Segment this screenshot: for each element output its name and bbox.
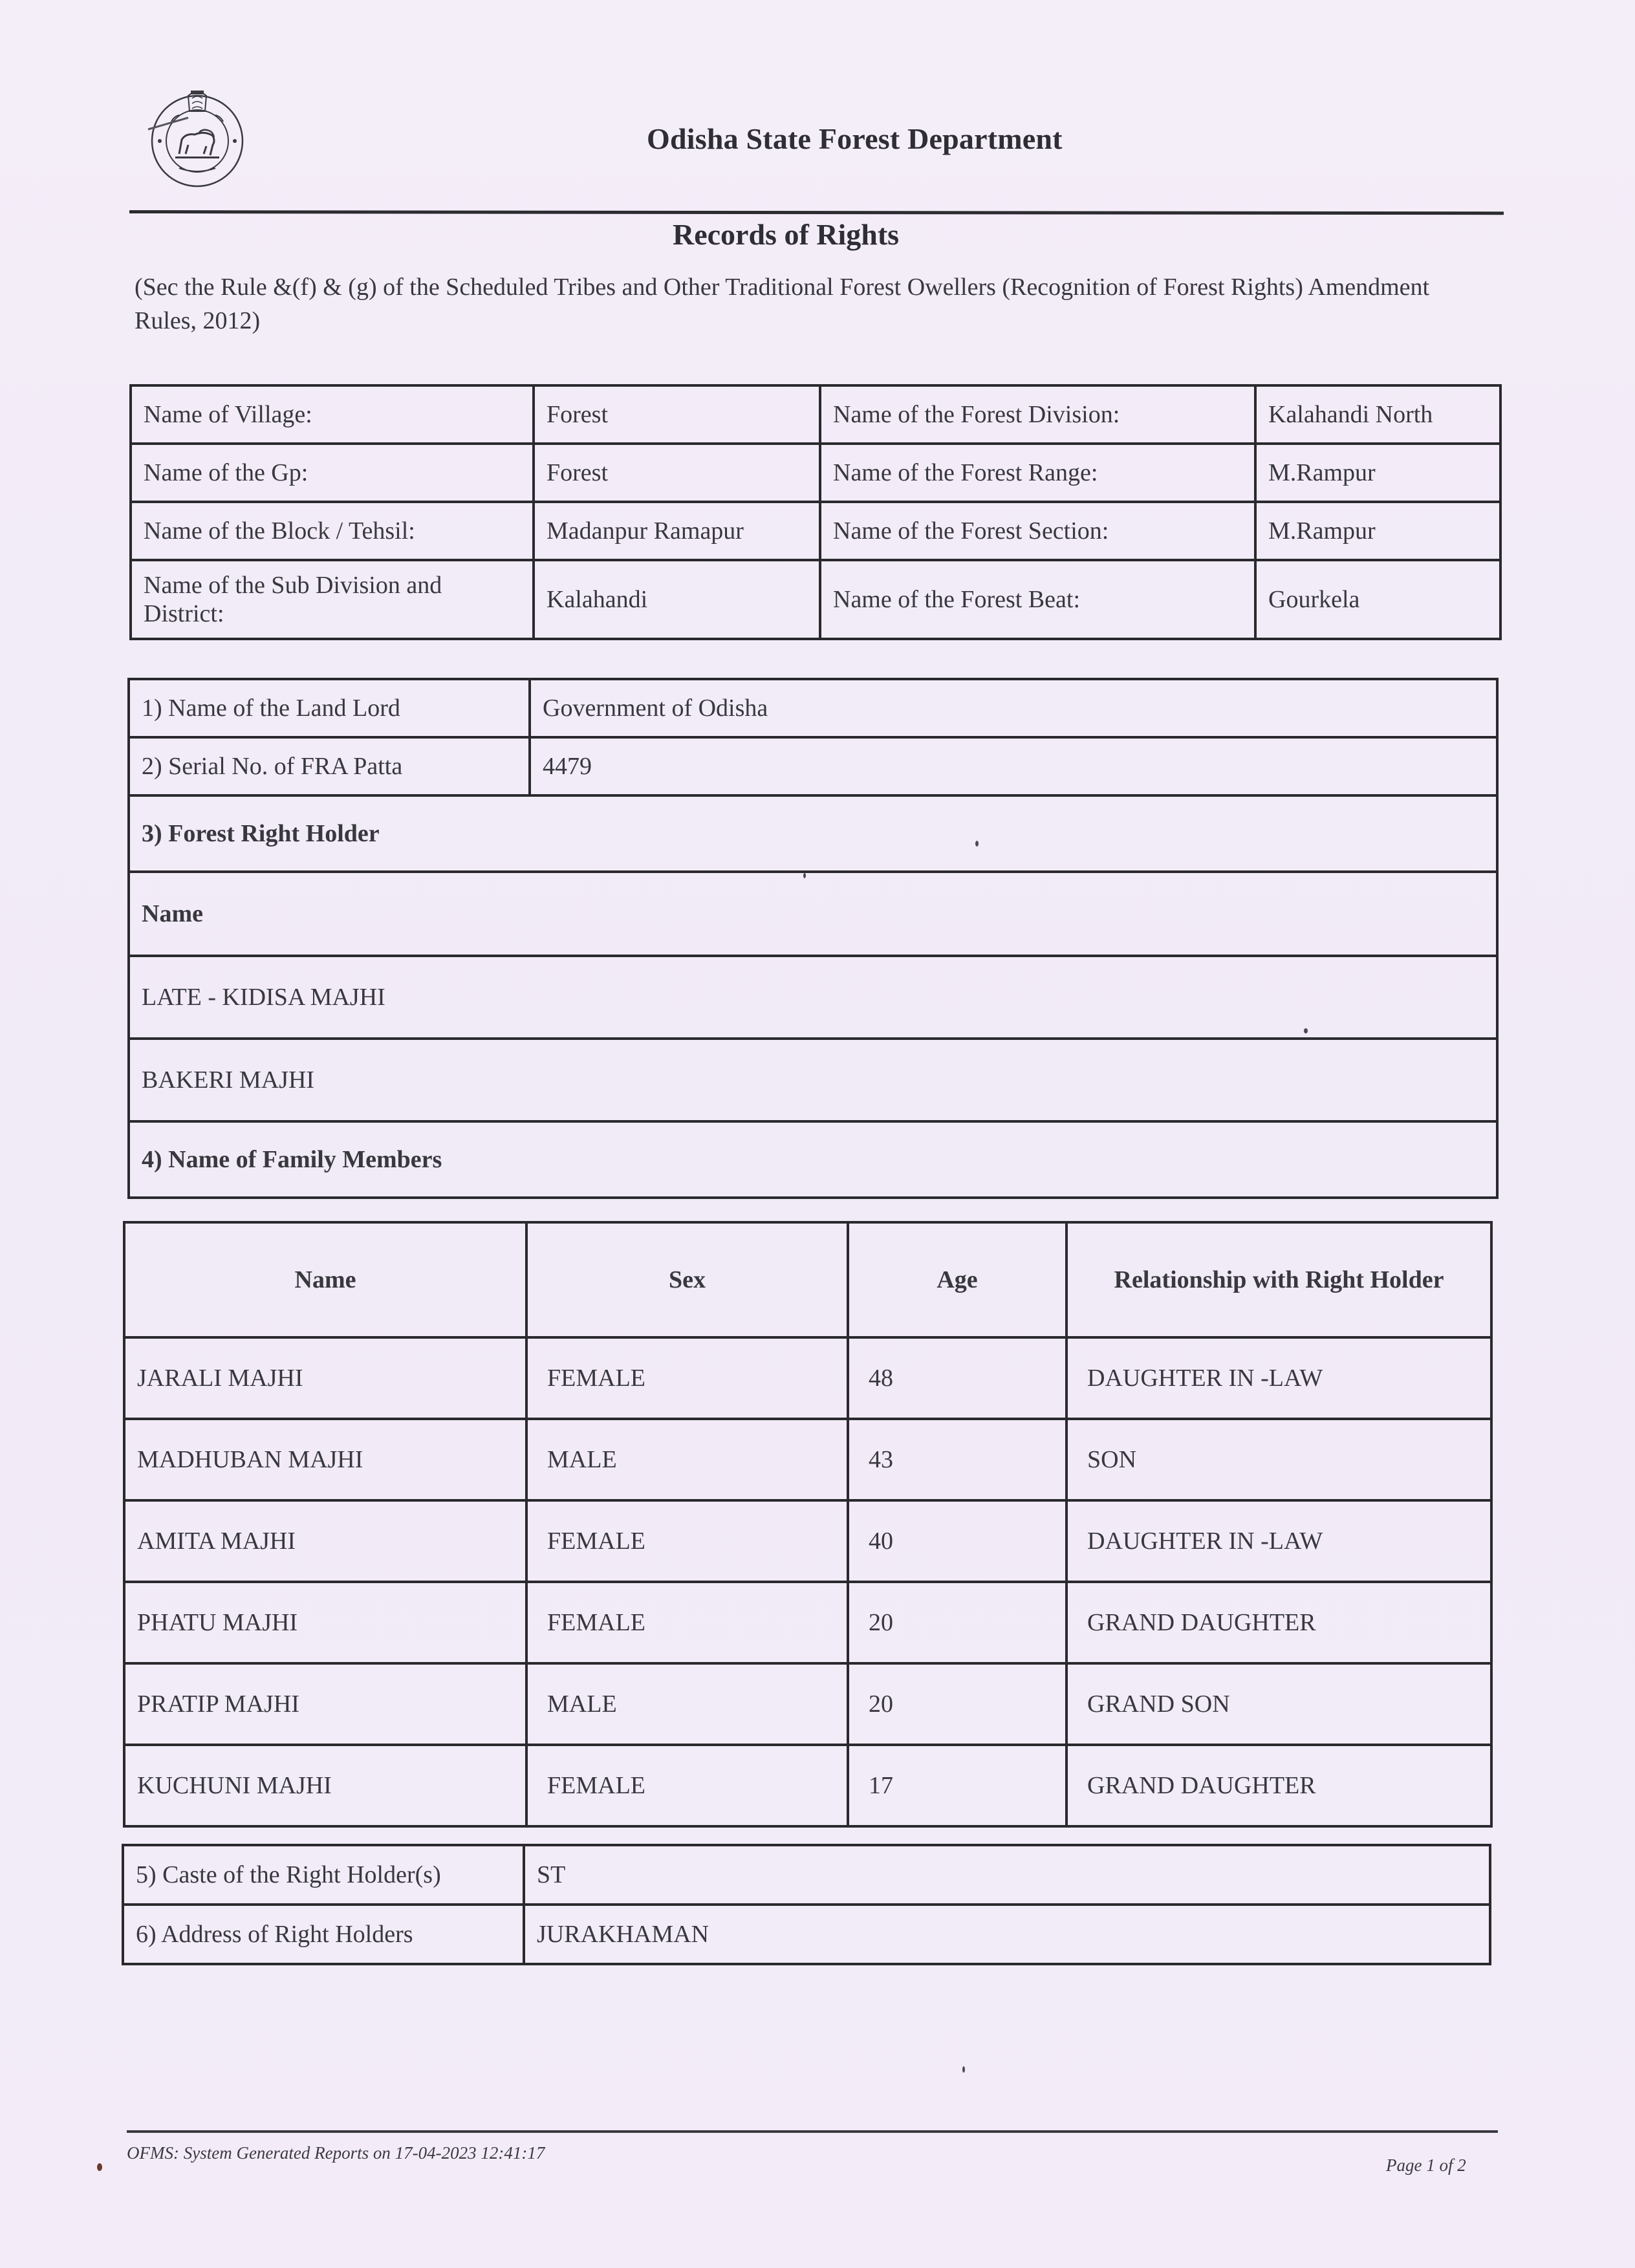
forest-range-value: M.Rampur <box>1255 444 1500 502</box>
column-header-age: Age <box>848 1222 1067 1337</box>
family-heading: 4) Name of Family Members <box>129 1121 1497 1198</box>
forest-beat-label: Name of the Forest Beat: <box>820 560 1255 639</box>
caste-value: ST <box>524 1845 1490 1905</box>
sub-division-label: Name of the Sub Division and District: <box>131 560 534 639</box>
member-age: 17 <box>848 1745 1067 1826</box>
block-tehsil-value: Madanpur Ramapur <box>534 502 820 560</box>
location-row <box>131 560 1500 639</box>
land-lord-row <box>129 679 1497 737</box>
page-number: Page 1 of 2 <box>1386 2155 1466 2175</box>
member-sex: FEMALE <box>526 1337 848 1419</box>
member-relationship: GRAND DAUGHTER <box>1067 1582 1491 1663</box>
caste-row <box>123 1845 1490 1905</box>
holder-name: BAKERI MAJHI <box>129 1039 1497 1121</box>
member-relationship: DAUGHTER IN -LAW <box>1067 1500 1491 1582</box>
forest-section-label: Name of the Forest Section: <box>820 502 1255 560</box>
column-header-relationship: Relationship with Right Holder <box>1067 1222 1491 1337</box>
odisha-emblem-icon <box>146 83 249 191</box>
address-value: JURAKHAMAN <box>524 1905 1490 1964</box>
member-sex: FEMALE <box>526 1582 848 1663</box>
family-row <box>124 1500 1491 1582</box>
holder-row <box>129 956 1497 1039</box>
caste-address-table <box>122 1844 1491 1965</box>
serial-value: 4479 <box>530 737 1497 795</box>
generated-timestamp: OFMS: System Generated Reports on 17-04-2023 12:41:17 <box>127 2143 545 2163</box>
land-lord-label: 1) Name of the Land Lord <box>129 679 530 737</box>
gp-label: Name of the Gp: <box>131 444 534 502</box>
member-sex: MALE <box>526 1663 848 1745</box>
column-header-name: Name <box>124 1222 526 1337</box>
family-row <box>124 1663 1491 1745</box>
holder-row <box>129 1039 1497 1121</box>
address-label: 6) Address of Right Holders <box>123 1905 524 1964</box>
forest-section-value: M.Rampur <box>1255 502 1500 560</box>
department-name: Odisha State Forest Department <box>647 122 1063 155</box>
footer-divider <box>127 2130 1498 2133</box>
member-name: MADHUBAN MAJHI <box>124 1419 526 1500</box>
member-age: 43 <box>848 1419 1067 1500</box>
location-table <box>129 384 1502 640</box>
land-lord-value: Government of Odisha <box>530 679 1497 737</box>
forest-division-value: Kalahandi North <box>1255 385 1500 444</box>
family-header-row <box>124 1222 1491 1337</box>
column-header-sex: Sex <box>526 1222 848 1337</box>
forest-range-label: Name of the Forest Range: <box>820 444 1255 502</box>
holder-name-header-row <box>129 872 1497 956</box>
member-relationship: GRAND DAUGHTER <box>1067 1745 1491 1826</box>
document-title: Records of Rights <box>673 218 900 251</box>
family-row <box>124 1745 1491 1826</box>
family-row <box>124 1582 1491 1663</box>
serial-label: 2) Serial No. of FRA Patta <box>129 737 530 795</box>
scan-speck <box>97 2163 102 2171</box>
member-relationship: DAUGHTER IN -LAW <box>1067 1337 1491 1419</box>
member-sex: FEMALE <box>526 1745 848 1826</box>
document-subtitle: (Sec the Rule &(f) & (g) of the Scheduled Tribes and Other Traditional Forest Owellers (Recognition of Forest Rights) Amendment Rules, 2012) <box>135 274 1430 334</box>
member-relationship: GRAND SON <box>1067 1663 1491 1745</box>
right-holder-heading: 3) Forest Right Holder <box>129 795 1497 872</box>
member-name: PRATIP MAJHI <box>124 1663 526 1745</box>
serial-row <box>129 737 1497 795</box>
scan-speck <box>962 2066 965 2073</box>
sub-division-value: Kalahandi <box>534 560 820 639</box>
member-name: JARALI MAJHI <box>124 1337 526 1419</box>
village-label: Name of Village: <box>131 385 534 444</box>
scan-speck <box>803 873 806 878</box>
scan-speck <box>975 841 979 847</box>
family-row <box>124 1419 1491 1500</box>
forest-beat-value: Gourkela <box>1255 560 1500 639</box>
caste-label: 5) Caste of the Right Holder(s) <box>123 1845 524 1905</box>
scan-speck <box>1304 1028 1308 1033</box>
location-row <box>131 444 1500 502</box>
header-divider <box>129 210 1504 215</box>
family-table <box>123 1221 1493 1828</box>
member-sex: FEMALE <box>526 1500 848 1582</box>
family-row <box>124 1337 1491 1419</box>
address-row <box>123 1905 1490 1964</box>
member-age: 20 <box>848 1663 1067 1745</box>
block-tehsil-label: Name of the Block / Tehsil: <box>131 502 534 560</box>
member-sex: MALE <box>526 1419 848 1500</box>
location-row <box>131 385 1500 444</box>
record-table <box>127 678 1499 1199</box>
forest-division-label: Name of the Forest Division: <box>820 385 1255 444</box>
right-holder-section <box>129 795 1497 872</box>
member-relationship: SON <box>1067 1419 1491 1500</box>
member-name: AMITA MAJHI <box>124 1500 526 1582</box>
holder-name: LATE - KIDISA MAJHI <box>129 956 1497 1039</box>
member-age: 48 <box>848 1337 1067 1419</box>
member-age: 40 <box>848 1500 1067 1582</box>
holder-name-heading: Name <box>129 872 1497 956</box>
member-name: KUCHUNI MAJHI <box>124 1745 526 1826</box>
family-section <box>129 1121 1497 1198</box>
village-value: Forest <box>534 385 820 444</box>
location-row <box>131 502 1500 560</box>
gp-value: Forest <box>534 444 820 502</box>
member-name: PHATU MAJHI <box>124 1582 526 1663</box>
member-age: 20 <box>848 1582 1067 1663</box>
